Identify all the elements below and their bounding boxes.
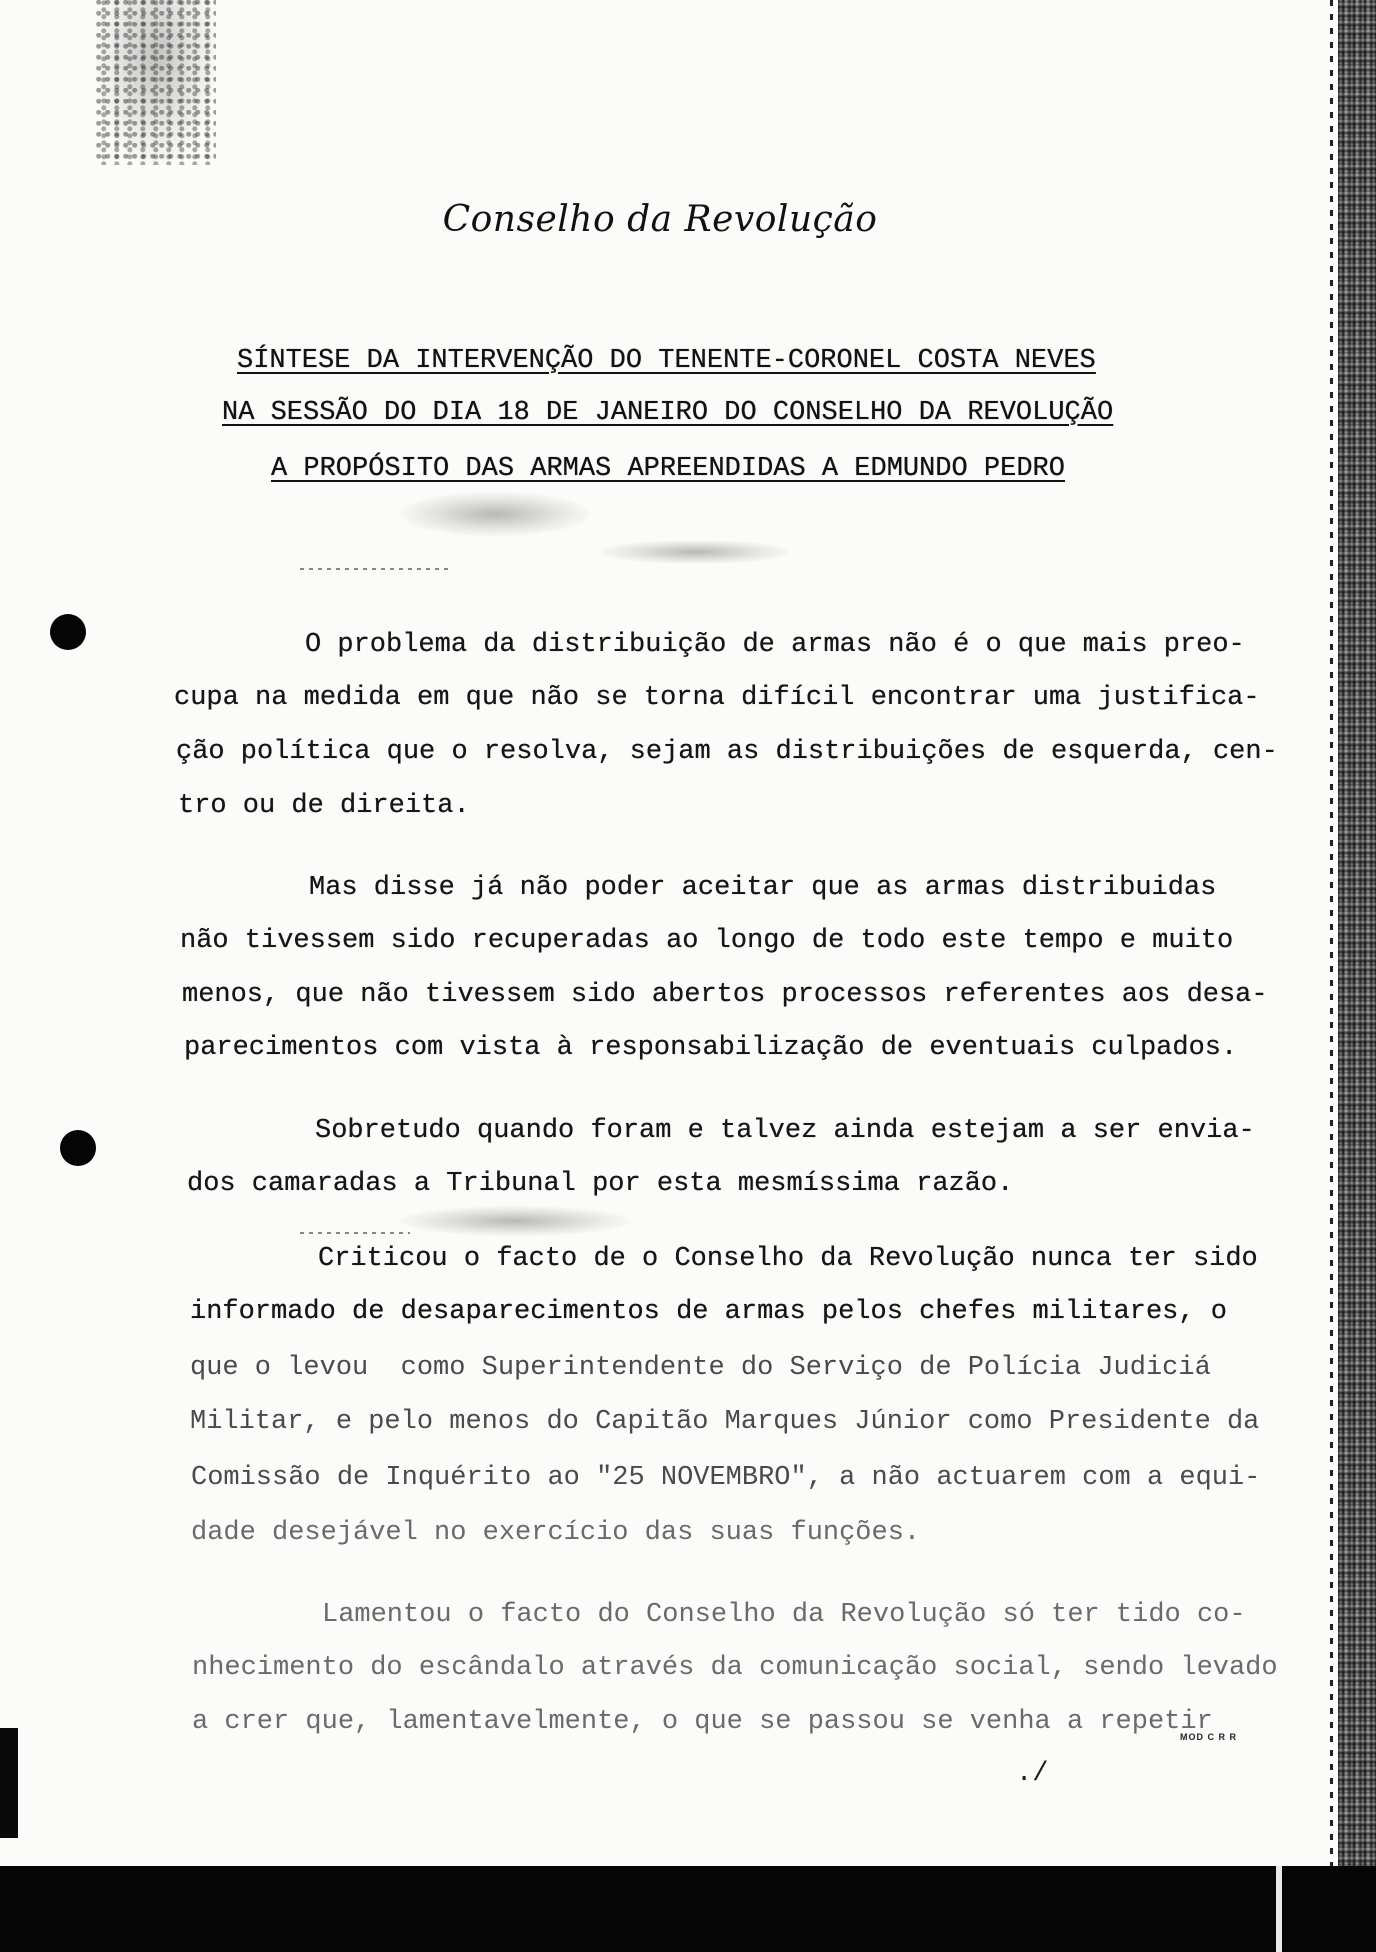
text-line: nhecimento do escândalo através da comunicação social, sendo levado bbox=[192, 1653, 1278, 1683]
document-heading: NA SESSÃO DO DIA 18 DE JANEIRO DO CONSELHO DA REVOLUÇÃO bbox=[222, 398, 1114, 428]
scan-edge-left bbox=[0, 1728, 18, 1838]
text-line: Lamentou o facto do Conselho da Revolução só ter tido co- bbox=[322, 1600, 1246, 1630]
scan-smudge bbox=[600, 540, 790, 564]
text-line: não tivessem sido recuperadas ao longo de todo este tempo e muito bbox=[180, 926, 1234, 956]
text-line: dos camaradas a Tribunal por esta mesmíssima razão. bbox=[187, 1169, 1014, 1199]
continuation-mark: ./ bbox=[1016, 1759, 1049, 1789]
scan-dash bbox=[300, 1232, 410, 1234]
document-heading: SÍNTESE DA INTERVENÇÃO DO TENENTE-CORONEL COSTA NEVES bbox=[237, 346, 1096, 376]
text-line: Sobretudo quando foram e talvez ainda estejam a ser envia- bbox=[315, 1116, 1255, 1146]
text-line: a crer que, lamentavelmente, o que se passou se venha a repetir bbox=[192, 1707, 1213, 1737]
scan-smudge bbox=[400, 492, 590, 536]
scan-smudge bbox=[400, 1206, 630, 1236]
text-line: ção política que o resolva, sejam as distribuições de esquerda, cen- bbox=[176, 737, 1278, 767]
scan-speckle bbox=[96, 0, 216, 165]
text-line: cupa na medida em que não se torna difícil encontrar uma justifica- bbox=[174, 683, 1260, 713]
form-code: MOD C R R bbox=[1180, 1732, 1237, 1742]
document-heading: A PROPÓSITO DAS ARMAS APREENDIDAS A EDMUNDO PEDRO bbox=[271, 454, 1065, 484]
text-line: menos, que não tivessem sido abertos processos referentes aos desa- bbox=[182, 980, 1268, 1010]
text-line: Militar, e pelo menos do Capitão Marques Júnior como Presidente da bbox=[190, 1407, 1260, 1437]
text-line: parecimentos com vista à responsabilização de eventuais culpados. bbox=[184, 1033, 1238, 1063]
text-line: Criticou o facto de o Conselho da Revolução nunca ter sido bbox=[318, 1244, 1258, 1274]
punch-hole bbox=[60, 1130, 96, 1166]
punch-hole bbox=[50, 614, 86, 650]
text-line: tro ou de direita. bbox=[178, 791, 470, 821]
text-line: O problema da distribuição de armas não é o que mais preo- bbox=[305, 630, 1245, 660]
text-line: informado de desaparecimentos de armas pelos chefes militares, o bbox=[190, 1297, 1227, 1327]
scan-dash bbox=[300, 568, 450, 570]
text-line: Comissão de Inquérito ao "25 NOVEMBRO", a não actuarem com a equi- bbox=[191, 1463, 1261, 1493]
scan-border-bottom bbox=[0, 1866, 1376, 1952]
letterhead-title: Conselho da Revolução bbox=[442, 199, 878, 240]
scan-border-right bbox=[1338, 0, 1376, 1866]
text-line: Mas disse já não poder aceitar que as armas distribuidas bbox=[309, 873, 1217, 903]
text-line: dade desejável no exercício das suas funções. bbox=[191, 1518, 921, 1548]
text-line: que o levou como Superintendente do Serviço de Polícia Judiciá bbox=[190, 1353, 1211, 1383]
